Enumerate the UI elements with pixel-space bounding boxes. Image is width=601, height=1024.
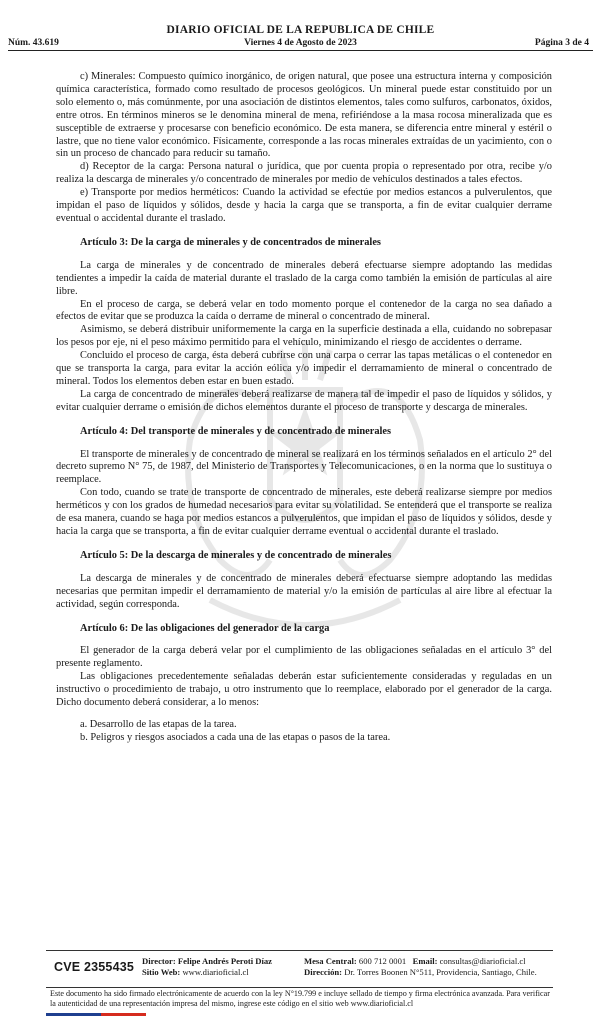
article-3-paragraph: La carga de concentrado de minerales deberá realizarse de manera tal de impedir el paso de líquidos y sólidos, y evitar cualquier derrame o emisión de dichos elementos durante el proceso de transporte y descarga de minerales. (56, 388, 552, 413)
email-link[interactable]: consultas@diarioficial.cl (439, 956, 526, 966)
list-item: a. Desarrollo de las etapas de la tarea. (80, 718, 237, 730)
signature-notice: Este documento ha sido firmado electrónicamente de acuerdo con la ley N°19.799 e incluye sellado de tiempo y firma electrónica avanzada. Para verificar la autenticidad de una representación impresa del mismo, ingrese este código en el sitio web www.diarioficial.cl (50, 989, 550, 1008)
footer-contact-column (304, 956, 537, 978)
article-4-paragraph: Con todo, cuando se trate de transporte de concentrado de minerales, este deberá realizarse siempre por medios herméticos y con los grados de humedad necesarios para evitar su volatilidad. Se entenderá que el transporte se realiza de esa manera, cuando se haga por medios estancos a pulverulentos, que impidan el paso de líquidos y sólidos, desde y hacia la carga que se transporta, a fin de evitar cualquier derrame eventual o accidental durante el traslado. (56, 487, 552, 537)
page-header (8, 24, 593, 58)
flag-stripe (46, 1013, 146, 1016)
article-3-paragraph: Asimismo, se deberá distribuir uniformemente la carga en la superficie destinada a ella, cuidando no sobrepasar los pesos por eje, ni el peso máximo permitido para el vehículo, minimizando el riesgo de accidentes o derrame. (56, 324, 552, 349)
website-label: Sitio Web: (142, 967, 181, 977)
director-label: Director: (142, 956, 176, 966)
article-6-paragraph: El generador de la carga deberá velar por el cumplimiento de las obligaciones señaladas en el artículo 3° del presente reglamento. (56, 645, 552, 670)
footer-director-column (142, 956, 272, 978)
page-footer (46, 950, 553, 988)
article-4-paragraph: El transporte de minerales y de concentrado de mineral se realizará en los términos señalados en el artículo 2° del decreto supremo N° 75, de 1987, del Ministerio de Transportes y Telecomunicaciones, o en la norma que lo sustituya o reemplace. (56, 448, 552, 486)
issue-number: Núm. 43.619 (8, 38, 59, 48)
article-5-heading: Artículo 5: De la descarga de minerales y de concentrado de minerales (80, 549, 392, 561)
article-3-heading: Artículo 3: De la carga de minerales y de concentrados de minerales (80, 236, 381, 248)
document-body (56, 71, 552, 745)
requirements-list (56, 719, 552, 745)
director-name: Felipe Andrés Peroti Díaz (177, 956, 272, 966)
article-5-paragraph: La descarga de minerales y de concentrado de minerales deberá efectuarse siempre adoptando las medidas necesarias que permitan impedir el derramamiento de material y/o la emisión de partículas al aire libre al efectuar la actividad, según corresponda. (56, 572, 552, 610)
issue-date: Viernes 4 de Agosto de 2023 (244, 38, 357, 48)
mesa-phone: 600 712 0001 (358, 956, 407, 966)
article-6-heading: Artículo 6: De las obligaciones del generador de la carga (80, 622, 330, 634)
definition-c: c) Minerales: Compuesto químico inorgánico, de origen natural, que posee una estructura interna y composición química característica, formado como resultado de procesos geológicos. Un mineral puede estar constituido por un solo elemento o, más comúnmente, por una asociación de distintos elementos, tales como sulfuros, carbonatos, óxidos, entre otros. En términos mineros se le denomina mineral de mena, refiriéndose a la masa rocosa mineralizada que es susceptible de extraerse y procesarse con beneficio económico. De esta manera, se diferencia entre mineral y estéril o lastre, que no tiene valor económico. Físicamente, corresponde a las rocas minerales extraídas de un yacimiento, con o sin un proceso de chancado para reducir su tamaño. (56, 71, 552, 160)
flag-blue-stripe (46, 1013, 101, 1016)
definition-d: d) Receptor de la carga: Persona natural o jurídica, que por cuenta propia o representado por otra, recibe y/o realiza la descarga de minerales y/o concentrado de minerales por medio de vehículos destinados a tales efectos. (56, 161, 552, 186)
article-6-paragraph: Las obligaciones precedentemente señaladas deberán estar suficientemente consideradas y reguladas en un instructivo o procedimiento de trabajo, u otro instrumento que lo reemplace, elaborado por el generador de la carga. Dicho documento deberá considerar, a lo menos: (56, 671, 552, 709)
article-3-paragraph: Concluido el proceso de carga, ésta deberá cubrirse con una carpa o cerrar las tapas metálicas o el contenedor en que se transporta la carga, para evitar la acción eólica y/o impedir el derramamiento de mineral o concentrado de mineral. Todos los elementos deben estar en buen estado. (56, 350, 552, 387)
publication-title: DIARIO OFICIAL DE LA REPUBLICA DE CHILE (166, 24, 435, 36)
list-item: b. Peligros y riesgos asociados a cada una de las etapas o pasos de la tarea. (80, 731, 391, 743)
address-text: Dr. Torres Boonen N°511, Providencia, Santiago, Chile. (344, 967, 537, 977)
spacer (56, 710, 552, 719)
address-label: Dirección: (304, 967, 343, 977)
page-indicator: Página 3 de 4 (534, 38, 589, 48)
website-link[interactable]: www.diarioficial.cl (182, 967, 249, 977)
cve-code: CVE 2355435 (54, 960, 135, 974)
email-label: Email: (412, 956, 438, 966)
mesa-label: Mesa Central: (304, 956, 357, 966)
article-3-paragraph: En el proceso de carga, se deberá velar en todo momento porque el contenedor de la carga no sea dañado a efectos de evitar que se produzca la caída o derrame de mineral o concentrado de mineral. (56, 298, 552, 323)
definition-e: e) Transporte por medios herméticos: Cuando la actividad se efectúe por medios estancos a pulverulentos, que impidan el paso de líquidos y sólidos, desde y hacia la carga que se transporta, a fin de evitar cualquier derrame eventual o accidental durante el traslado. (56, 187, 552, 224)
header-divider (8, 50, 593, 51)
flag-red-stripe (101, 1013, 146, 1016)
article-3-paragraph: La carga de minerales y de concentrado de minerales deberá efectuarse siempre adoptando las medidas tendientes a impedir la caída de material durante el traslado de la carga como también la emisión de partículas al aire libre. (56, 259, 552, 297)
article-4-heading: Artículo 4: Del transporte de minerales y de concentrado de minerales (80, 425, 392, 437)
